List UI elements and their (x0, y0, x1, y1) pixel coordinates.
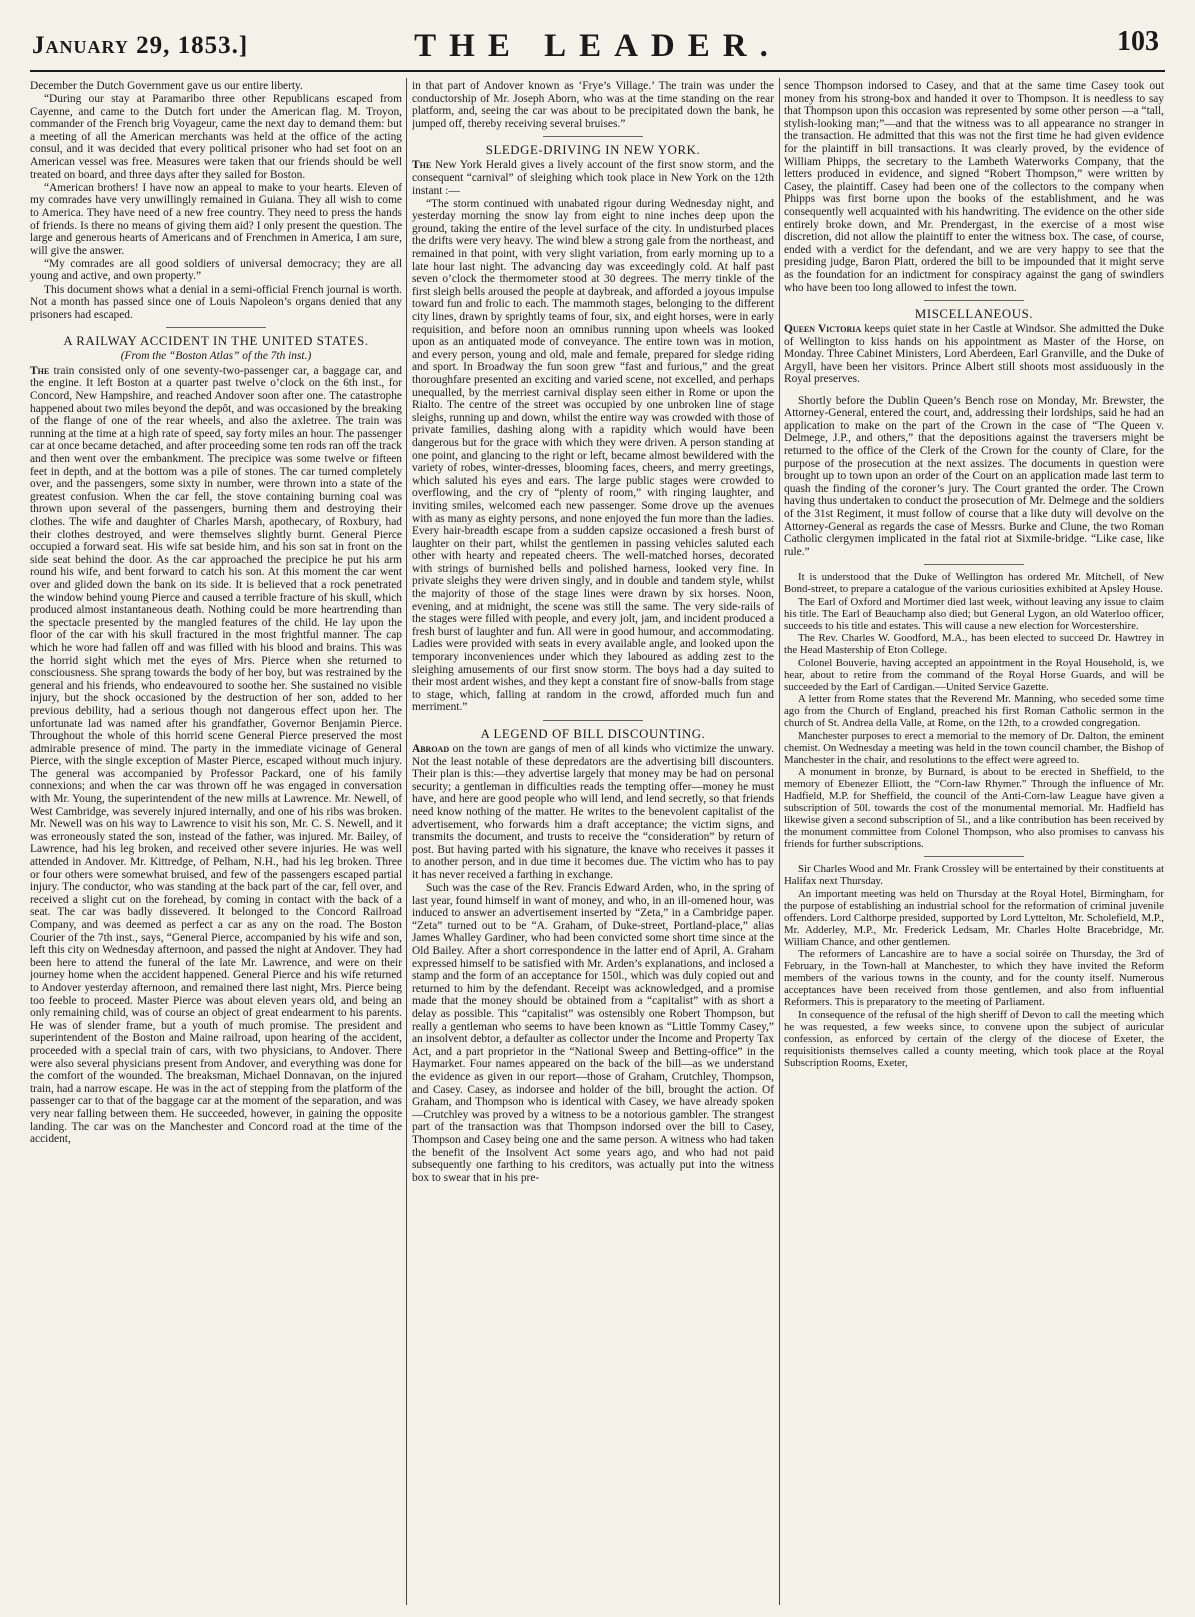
paragraph-text: on the town are gangs of men of all kinds who victimize the unwary. Not the least notable of these depredators are the advertising bill discounters. Their plan is this:—they advertise largely that money may be had on personal security; a gentleman in difficulties reads the tempting offer—money he must have, and here are good people who will lend, and lend secretly, so that friends need know nothing of the matter. He writes to the benevolent capitalist of the advertisement, who forwards him a draft acceptance; the victim signs, and transmits the document, and trusts to receive the “consideration” by return of post. But having parted with his signature, the knave who receives it passes it to another person, and in due time it becomes due. The victim who has to pay it has never received a farthing in exchange. (412, 743, 774, 881)
notes-group (784, 571, 1164, 850)
paragraph: Shortly before the Dublin Queen’s Bench rose on Monday, Mr. Brewster, the Attorney-General, entered the court, and, addressing their lordships, said he had an application to make on the part of the Crown in the case of “The Queen v. Delmege, J.P., and others,” that the depositions against the traversers might be returned to the office of the Clerk of the Crown for the county of Clare, for the purpose of the prosecution at the next assizes. The documents in question were brought up to town upon an order of the Court on an application made last term to quash the finding of the coroner’s jury. The Court granted the order. The Crown having thus undertaken to conduct the prosecution of Mr. Delmege and the soldiers of the 31st Regiment, it must follow of course that a like duty will devolve on the Attorney-General as regards the case of Messrs. Burke and Clune, the two Roman Catholic clergymen implicated in the fatal riot at Sixmile-bridge. “Like case, like rule.” (784, 394, 1164, 558)
section-rule (543, 136, 643, 137)
lead-word: Abroad (412, 743, 450, 755)
notes-group (784, 863, 1164, 1069)
newspaper-title: THE LEADER. (414, 28, 781, 64)
section-heading-miscellaneous: MISCELLANEOUS. (914, 307, 1034, 322)
lead-word: The (412, 159, 432, 172)
paragraph: Sir Charles Wood and Mr. Frank Crossley will be entertained by their constituents at Halifax next Thursday. (784, 863, 1164, 888)
paragraph (412, 159, 774, 197)
column-1 (30, 80, 402, 1605)
paragraph (784, 323, 1164, 386)
paragraph-text: keeps quiet state in her Castle at Windsor. She admitted the Duke of Wellington to kiss hands on his appointment as Master of the Horse, on Monday. Three Cabinet Ministers, Lord Aberdeen, Earl Granville, and the Duke of Argyll, have been her visitors. Prince Albert still shoots most assiduously in the Royal preserves. (784, 323, 1164, 386)
column-3 (784, 80, 1164, 1605)
section-rule (924, 856, 1024, 857)
paragraph (30, 365, 402, 1146)
paragraph: December the Dutch Government gave us our entire liberty. (30, 80, 303, 92)
paragraph: In consequence of the refusal of the high sheriff of Devon to call the meeting which he was requested, a few weeks since, to convene upon the subject of auricular confession, as enforced by certain of the clergy of the diocese of Exeter, the requisitionists themselves called a county meeting, which took place at the Royal Subscription Rooms, Exeter, (784, 1008, 1164, 1069)
paragraph: sence Thompson indorsed to Casey, and that at the same time Casey took out money from his strong-box and handed it over to Thompson. It is needless to say that Thompson upon this occasion was represented by some other person —a “tall, stylish-looking man;”—and that the witness was to all appearance no stranger in the transaction. He admitted that this was not the first time he had given evidence for the plaintiff in bill transactions. It was clearly proved, by the evidence of William Phipps, the secretary to the Lambeth Waterworks Company, that the letters produced in evidence, and signed “Robert Thompson,” were written by Casey, the plaintiff. Casey had been one of the collectors to the company when Phipps was first borne upon the books of the establishment, and he was consequently well acquainted with his handwriting. The evidence on the other side entirely broke down, and Mr. Prendergast, in the exercise of a most wise discretion, did not allow the plaintiff to enter the witness box. The case, of course, ended with a verdict for the defendant, and we are very happy to see that the presiding judge, Baron Platt, ordered the bill to be impounded that it might serve as the foundation for an indictment for conspiracy against the gang of swindlers who have been too long allowed to infest the town. (784, 80, 1164, 294)
lead-word: Queen Victoria (784, 323, 862, 336)
paragraph: The Earl of Oxford and Mortimer died last week, without leaving any issue to claim his title. The Earl of Beauchamp also died; but General Lygon, an old Waterloo officer, succeeds to his title and estates. This will cause a new election for Worcestershire. (784, 595, 1164, 632)
paragraph (412, 743, 774, 882)
masthead-rule (30, 70, 1165, 72)
section-rule (166, 327, 266, 328)
paragraph: A letter from Rome states that the Reverend Mr. Manning, who seceded some time ago from the Church of England, preached his first Roman Catholic sermon in the church of St. Andrea della Valle, at Rome, on the 12th, to a crowded congregation. (784, 693, 1164, 730)
page-number: 103 (1117, 26, 1159, 57)
issue-date: January 29, 1853.] (32, 32, 249, 59)
paragraph: in that part of Andover known as ‘Frye’s Village.’ The train was under the conductorship of Mr. Joseph Aborn, who was at the time standing on the rear platform, and, seeing the car was about to be precipitated down the bank, he jumped off, thereby receiving several bruises.” (412, 80, 774, 130)
section-rule (924, 300, 1024, 301)
paragraph: Manchester purposes to erect a memorial to the memory of Dr. Dalton, the eminent chemist. On Wednesday a meeting was held in the town council chamber, the Bishop of Manchester in the chair, and resolutions to the effect were agreed to. (784, 729, 1164, 766)
paragraph: This document shows what a denial in a semi-official French journal is worth. Not a month has passed since one of Louis Napoleon’s organs denied that any prisoners had escaped. (30, 283, 402, 321)
paragraph-text: New York Herald gives a lively account of the first snow storm, and the consequent “carnival” of sleighing which took place in New York on the 12th instant :— (412, 159, 774, 197)
paragraph: It is understood that the Duke of Wellington has ordered Mr. Mitchell, of New Bond-street, to prepare a catalogue of the various curiosities exhibited at Apsley House. (784, 571, 1164, 596)
column-divider (406, 78, 407, 1605)
paragraph: A monument in bronze, by Burnard, is about to be erected in Sheffield, to the memory of Ebenezer Elliott, the “Corn-law Rhymer.” Through the influence of Mr. Hadfield, M.P. for Sheffield, the council of the Anti-Corn-law League have given a subscription of 50l. towards the cost of the monumental memorial. Mr. Hadfield has likewise given a second subscription of 5l., and a like contribution has been received by the monument committee from Colonel Thompson, who also promises to canvass his friends for further subscriptions. (784, 766, 1164, 851)
section-heading-railway: A RAILWAY ACCIDENT IN THE UNITED STATES. (63, 334, 369, 349)
lead-word: The (30, 364, 50, 377)
paragraph: “My comrades are all good soldiers of universal democracy; they are all young and active, and own property.” (30, 257, 402, 283)
paragraph: The Rev. Charles W. Goodford, M.A., has been elected to succeed Dr. Hawtrey in the Head Mastership of Eton College. (784, 632, 1164, 657)
section-heading-sledge: SLEDGE-DRIVING IN NEW YORK. (485, 143, 701, 158)
paragraph: “American brothers! I have now an appeal to make to your hearts. Eleven of my comrades have very unwillingly remained in Guiana. They all wish to come to America. They have need of a new free country. They need to press the hands of friends. Is there no means of giving them aid? I only present the question. The large and generous hearts of Americans and of Frenchmen in America, I am sure, will give the answer. (30, 181, 402, 257)
section-heading-bill: A LEGEND OF BILL DISCOUNTING. (480, 727, 706, 741)
paragraph-text: train consisted only of one seventy-two-passenger car, a baggage car, and the engine. It left Boston at a quarter past twelve o’clock on the 6th inst., for Concord, New Hampshire, and reached Andover soon after one. The catastrophe happened about two miles beyond the depôt, and was occasioned by the breaking of the flange of one of the rear wheels, and also the axletree. The train was running at the time at a high rate of speed, say forty miles an hour. The passenger car at once became detached, and after proceeding some ten rods ran off the track and then went over the embankment. The precipice was some twelve or fifteen feet in depth, and at the bottom was a pile of stones. The car turned completely over, and the passengers, some sixty in number, were thrown into a state of the greatest confusion. When the car fell, the stove containing burning coal was thrown upon several of the passengers, burning them and destroying their clothes. The wife and daughter of Charles Marsh, apothecary, of Roxbury, had their clothes destroyed, and were themselves slightly burnt. General Pierce occupied a forward seat. His wife sat beside him, and his son sat in front on the side seat behind the door. As the car approached the precipice he put his arm round his wife, and bent forward to catch his son. At this moment the car went over and glided down the bank on its side. It is believed that a rock penetrated the window behind young Pierce and caused a terrible fracture of his skull, which produced almost instantaneous death. Nothing could be more heartrending than the spectacle presented by the mangled features of the child. He lay upon the floor of the car with his skull fractured in the most frightful manner. The cap which he wore had fallen off and was filled with his blood and brains. This was the horrid sight which met the eyes of Mrs. Pierce when she returned to consciousness. She sprang towards the body of her boy, but was restrained by the general and his friends, who endeavoured to soothe her. She sustained no visible injury, but the shock occasioned by the destruction of her son, added to her previous debility, had a serious though not dangerous effect upon her. The unfortunate lad was named after his grandfather, Governor Benjamin Pierce. Throughout the whole of this horrid scene General Pierce preserved the most admirable presence of mind. The party in the immediate vicinage of General Pierce, with the single exception of Master Pierce, escaped without much injury. The general was accompanied by Professor Packard, one of his family connexions; and when the car was thrown off he was engaged in conversation with Mr. Young, the superintendent of the new mills at Lawrence. Mr. Newell, of West Cambridge, was severely injured internally, and one of his ribs was broken. Mr. Newell was on his way to Lawrence to visit his son, Mr. C. S. Newell, and it was erroneously stated the son, instead of the father, was injured. Mr. Bailey, of Lawrence, had his leg broken, and received other severe injuries. He was well attended in Andover. Mr. Kittredge, of Pelham, N.H., had his leg broken. Three or four others were somewhat bruised, and few of the passengers escaped partial injury. The conductor, who was standing at the back part of the car, fell over, and received a slight cut on the forehead, by coming in contact with the back of a seat. The car was badly dissevered. It belonged to the Concord Railroad Company, and was deemed as perfect a car as any on the road. The Boston Courier of the 7th inst., says, “General Pierce, accompanied by his wife and son, left this city on Wednesday afternoon, and passed the night at Andover. They had been here to attend the funeral of the late Mr. Lawrence, and were on their journey home when the accident happened. General Pierce and his wife returned to Andover yesterday afternoon, and remained there last night, Mrs. Pierce being too feeble to proceed. Master Pierce was about eleven years old, and being an only remaining child, was of course an object of great endearment to his parents. He was of slender frame, but a youth of much promise. The president and superintendent of the Boston and Maine railroad, upon hearing of the accident, proceeded with a special train of cars, with two physicians, to Andover. There were also several physicians present from Andover, and everything was done for the comfort of the wounded. The breaksman, Michael Donnavan, on the injured train, had a narrow escape. He was in the act of stepping from the platform of the passenger car to that of the baggage car at the moment of the separation, and was very near falling between them. He succeeded, however, in gaining the opposite landing. The car was on the Manchester and Concord road at the time of the accident, (30, 364, 402, 1146)
paragraph: “The storm continued with unabated rigour during Wednesday night, and yesterday morning the snow lay from eight to nine inches deep upon the ground, taking the entire of the level surface of the city. In undisturbed places the drifts were very heavy. The wind blew a strong gale from the northeast, and remained in that point, with very slight variation, from early morning up to a late hour last night. The advancing day was exceedingly cold. At half past seven o’clock the thermometer stood at 30 degrees. The merry tinkle of the first sleigh bells aroused the people at daybreak, and afforded a joyous impulse toward fun and frolic to each. The mammoth stages, belonging to the different city lines, drawn by sprightly teams of four, six, and eight horses, were in early requisition, and before noon an omnibus running upon wheels was looked upon as an antiquated mode of conveyance. The entire town was in motion, and every person, young and old, male and female, prepared for sledge riding and sport. In Broadway the fun soon grew “fast and furious,” and the great thoroughfare presented an exciting and varied scene, not excelled, and perhaps unequalled, by the merriest carnival display seen either in Rome or upon the Rialto. The centre of the street was occupied by one unbroken line of stage sleighs, running up and down, whilst the entire way was crowded with those of private families, dashing along with a rapidity which would have been dangerous but for the grace with which they were driven. A person standing at one point, and glancing to the right or left, became almost bewildered with the variety of robes, winter-dresses, blooming faces, cheers, and merry greetings, which saluted his eyes and ears. The large public stages were crowded to overflowing, and the cry of “plenty of room,” with ringing laughter, and inviting smiles, welcomed each new passenger. Some drove up the avenues with as many as eighty persons, and none enjoyed the fun more than the ladies. Every hair-breadth escape from a sudden capsize occasioned a fresh burst of laughter on their part, whilst the gentlemen in passing vehicles saluted each other with hearty and repeated cheers. The well-matched horses, decorated with strings of burnished bells and polished harness, looked very fine. In private sleighs they were driven singly, and in double and tandem style, whilst the majority of those of the stage lines were drawn by six horses. Noon, evening, and at midnight, the scene was still the same. The very side-rails of the stages were filled with people, and every jolt, jam, and incident produced a fresh burst of laughter and fun. All were in good humour, and accommodating. Ladies were provided with seats in every available angle, and looked upon the temporary inconveniences under which they laboured as adding zest to the sleighing amusements of our first snow storm. The boys had a day suited to their most ardent wishes, and they kept a constant fire of snow-balls from stage to stage, which, falling at random in the crowd, afforded much fun and merriment.” (412, 197, 774, 714)
paragraph: “During our stay at Paramaribo three other Republicans escaped from Cayenne, and came to the Dutch fort under the American flag. M. Troyon, commander of the French brig Voyageur, came the next day to demand them: but a meeting of all the American merchants was held at the office of the acting consul, and it was decided that every political prisoner who had set foot on an American vessel was free. Measures were taken that our friends should be well treated on board, and three days after they sailed for Boston. (30, 93, 402, 181)
paragraph: Colonel Bouverie, having accepted an appointment in the Royal Household, is, we hear, about to retire from the command of the Royal Horse Guards, and will be succeeded by the Earl of Cardigan.—United Service Gazette. (784, 656, 1164, 693)
column-divider (779, 78, 780, 1605)
section-rule (924, 564, 1024, 565)
paragraph: Such was the case of the Rev. Francis Edward Arden, who, in the spring of last year, found himself in want of money, and who, in an ill-omened hour, was induced to answer an advertisement inserted by “Zeta,” in a Cambridge paper. “Zeta” turned out to be “A. Graham, of Duke-street, Portland-place,” alias James Whalley Gardiner, who had been convicted some short time since at the Old Bailey. After a short correspondence in the latter end of April, A. Graham expressed himself to be satisfied with Mr. Arden’s explanations, and inclosed a stamp and the form of an acceptance for 150l., which was duly copied out and returned to him by the defendant. Receipt was acknowledged, and a promise made that the money should be obtained from a “capitalist” with as short a delay as possible. This “capitalist” was ostensibly one Robert Thompson, but really a gentleman who seems to have been known as “Little Tommy Casey,” an insolvent debtor, a defaulter as collector under the Income and Property Tax Act, and a part proprietor in the “National Sweep and Betting-office” in the Haymarket. Four names appeared on the back of the bill—as we understand the evidence as given in our report—those of Graham, Crutchley, Thompson, and Casey. Casey, as indorsee and holder of the bill, brought the action. Of Graham, and Thompson who is identical with Casey, we have already spoken—Crutchley was proved by a witness to be a notorious gambler. The strangest part of the transaction was that Thompson indorsed over the bill to Casey, Thompson and Casey being one and the same person. A witness who had taken the benefit of the Insolvent Act some years ago, and who had not paid subsequently one farthing to his creditors, was actually put into the witness box to swear that in his pre- (412, 882, 774, 1184)
article-source: (From the “Boston Atlas” of the 7th inst.) (120, 350, 312, 363)
spacer (784, 387, 1164, 395)
masthead (30, 26, 1165, 70)
column-2 (412, 80, 774, 1605)
section-rule (543, 720, 643, 721)
paragraph: The reformers of Lancashire are to have a social soirée on Thursday, the 3rd of February, in the Town-hall at Manchester, to which they have invited the Reform members of the various towns in the county, and for the county itself. Numerous acceptances have been received from those gentlemen, and also from influential Reformers. This is preparatory to the meeting of Parliament. (784, 948, 1164, 1009)
paragraph: An important meeting was held on Thursday at the Royal Hotel, Birmingham, for the purpose of establishing an industrial school for the reformation of criminal juvenile offenders. Lord Calthorpe presided, supported by Lord Lyttelton, Mr. Scholefield, M.P., Mr. Adderley, M.P., Mr. Frederick Ledsam, Mr. Charles Holte Bracebridge, Mr. William Chance, and other gentlemen. (784, 887, 1164, 948)
